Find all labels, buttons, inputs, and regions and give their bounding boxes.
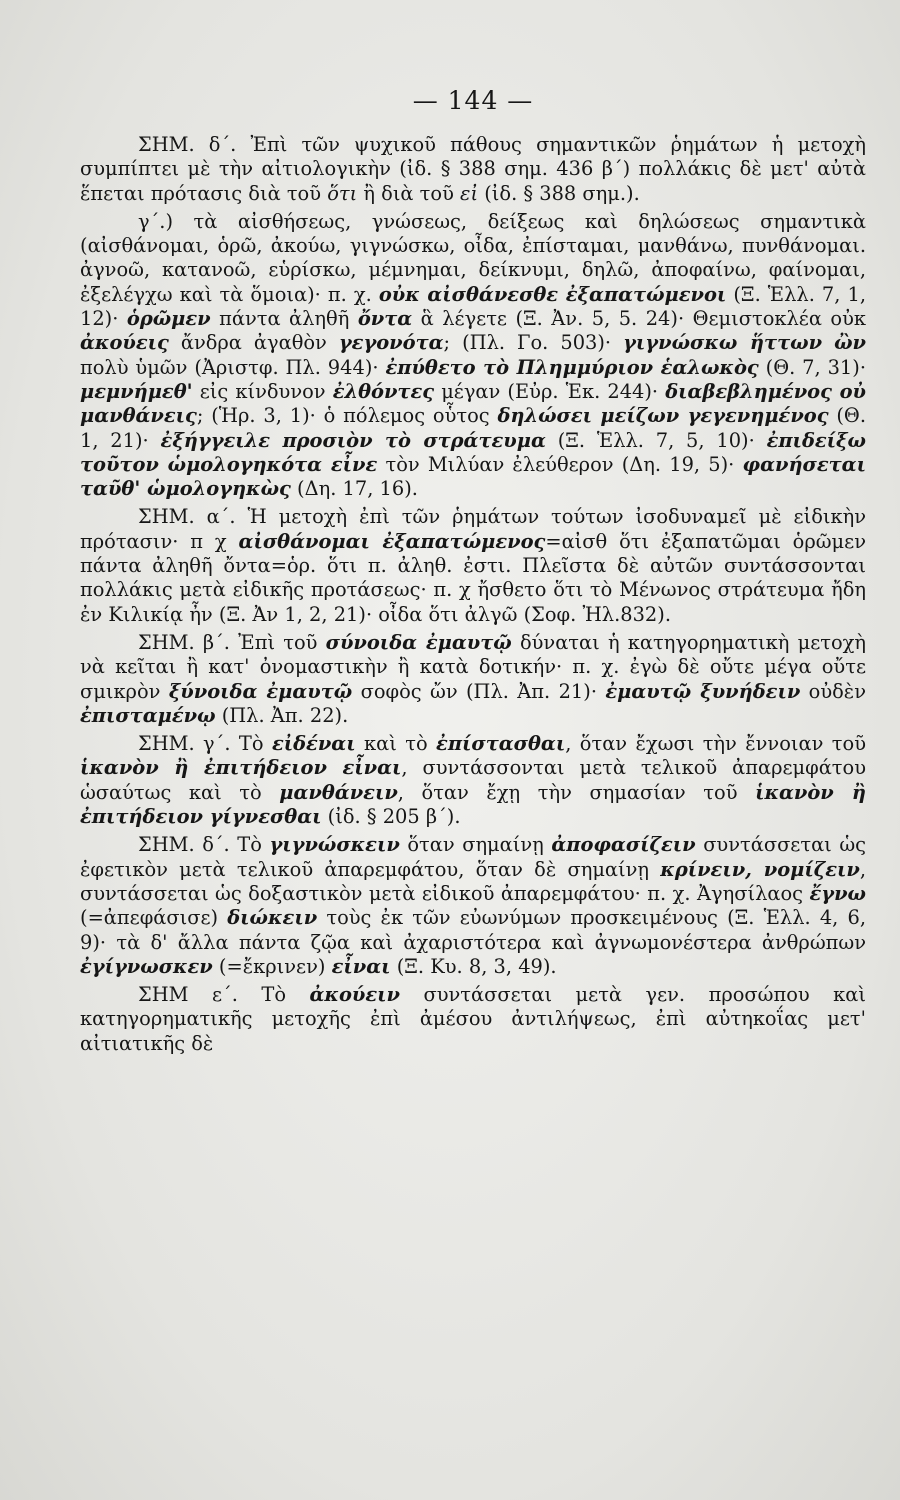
- text-run: (ἰδ. § 388 σημ.).: [478, 181, 640, 205]
- emphasis-run: οὐκ αἰσθάνεσθε ἐξαπατώμενοι: [378, 282, 727, 306]
- text-run: τὸν Μιλύαν ἐλεύθερον (Δη. 19, 5)·: [377, 452, 743, 476]
- emphasis-run: ἀποφασίζειν: [551, 833, 696, 857]
- text-run: (Πλ. Ἀπ. 22).: [215, 703, 349, 727]
- emphasis-run: εἶναι: [331, 954, 391, 978]
- text-run: (=ἔκρινεν): [212, 954, 332, 978]
- emphasis-run: φανήσεται ταῦθ' ὡμολογηκὼς: [80, 452, 866, 501]
- emphasis-run: μανθάνειν: [279, 780, 398, 804]
- text-run: , ὅταν ἔχῃ τὴν σημασίαν τοῦ: [397, 780, 756, 804]
- emphasis-run: ἱκανὸν ἢ ἐπιτήδειον εἶναι: [80, 756, 402, 780]
- emphasis-run: αἰσθάνομαι ἐξαπατώμενος: [238, 529, 546, 553]
- text-run: συντάσσεται ὡς ἐφετικὸν μετὰ τελικοῦ ἀπαρεμφάτου, ὅταν δὲ σημαίνῃ: [80, 833, 866, 881]
- emphasis-run: ἔγνω: [809, 881, 866, 905]
- text-run: , ὅταν ἔχωσι τὴν ἔννοιαν τοῦ: [565, 732, 866, 756]
- text-run: γ΄.) τὰ αἰσθήσεως, γνώσεως, δείξεως καὶ δηλώσεως σημαντικὰ (αἰσθάνομαι, ὁρῶ, ἀκούω, γιγνώσκω, οἶδα, ἐπίσταμαι, μανθάνω, πυνθάνομαι. ἀγνοῶ, κατανοῶ, εὑρίσκω, μέμνημαι, δείκνυμι, δηλῶ, ἀποφαίνω, φαίνομαι, ἐξελέγχω καὶ τὰ ὅμοια)· π. χ.: [80, 209, 866, 306]
- text-run: καὶ τὸ: [355, 732, 437, 756]
- emphasis-run: ἐπιδείξω τοῦτον ὡμολογηκότα εἶνε: [80, 428, 866, 476]
- emphasis-run: δηλώσει μείζων γεγενημένος: [497, 404, 829, 428]
- text-run: ; (Ἡρ. 3, 1)· ὁ πόλεμος οὗτος: [196, 404, 498, 428]
- emphasis-run: ἐπισταμένῳ: [80, 703, 216, 727]
- emphasis-run: διώκειν: [227, 906, 318, 930]
- text-run: ὅταν σημαίνῃ: [399, 833, 552, 857]
- text-run: (ἰδ. § 205 β΄).: [321, 805, 461, 829]
- page-text: [80, 133, 866, 1056]
- emphasis-run: γιγνώσκω ἥττων: [623, 331, 823, 355]
- emphasis-run: γιγνώσκειν: [269, 833, 400, 857]
- text-run: δύναται ἡ κατηγορηματικὴ μετοχὴ νὰ κεῖται ἢ κατ' ὀνομαστικὴν ἢ κατὰ δοτικήν· π. χ. ἐγὼ δὲ οὔτε μέγα οὔτε σμικρὸν: [80, 630, 867, 703]
- text-run: (Ξ. Κυ. 8, 3, 49).: [390, 954, 557, 978]
- text-run: =αἰσθ ὅτι ἐξαπατῶμαι ὁρῶμεν πάντα ἀληθῆ ὄντα=ὁρ. ὅτι π. ἀληθ. ἐστι. Πλεῖστα δὲ αὐτῶν συντάσσονται πολλάκις μετὰ εἰδικῆς προτάσεως· π. χ ἤσθετο ὅτι τὸ Μένωνος στράτευμα ἤδη ἐν Κιλικίᾳ ἦν (Ξ. Ἀν 1, 2, 21)· οἶδα ὅτι ἀλγῶ (Σοφ. Ἠλ.832).: [80, 529, 866, 626]
- text-run: (Δη. 17, 16).: [290, 477, 418, 501]
- paragraph-p3: [80, 505, 866, 626]
- emphasis-run: εἰδέναι: [271, 732, 356, 756]
- paragraph-p2: [80, 210, 866, 502]
- emphasis-run: ἐπύθετο τὸ Πλημμύριον ἑαλωκὸς: [385, 355, 759, 379]
- text-run: συντάσσεται μετὰ γεν. προσώπου καὶ κατηγορηματικῆς μετοχῆς ἐπὶ ἀμέσου ἀντιλήψεως, ἐπὶ αὐτηκοΐας μετ' αἰτιατικῆς δὲ: [80, 983, 866, 1055]
- text-run: ΣΗΜ. α΄.: [138, 505, 248, 529]
- text-run: (Θ. 1, 21)·: [80, 404, 866, 452]
- text-run: ΣΗΜ. γ΄.: [138, 732, 239, 756]
- paragraph-p6: [80, 833, 866, 979]
- text-run: μέγαν (Εὐρ. Ἑκ. 244)·: [434, 379, 666, 403]
- emphasis-run: ἀκούειν: [309, 983, 400, 1007]
- text-run: οὐδὲν: [800, 679, 866, 703]
- text-run: (Ξ. Ἑλλ. 7, 1, 12)·: [80, 282, 866, 331]
- text-run: Τὸ: [238, 732, 272, 756]
- text-run: , συντάσσονται μετὰ τελικοῦ ἀπαρεμφάτου ὡσαύτως καὶ τὸ: [80, 756, 866, 804]
- text-run: Ἐπὶ τοῦ: [238, 630, 326, 654]
- emphasis-run: ἱκανὸν ἢ ἐπιτήδειον γίγνεσθαι: [80, 780, 867, 829]
- emphasis-run: μεμνήμεθ': [80, 379, 193, 403]
- text-run: εἰς κίνδυνον: [192, 379, 333, 403]
- text-run: ; (Πλ. Γο. 503)·: [443, 331, 624, 355]
- paragraph-p7: [80, 983, 866, 1056]
- emphasis-run: κρίνειν, νομίζειν: [660, 857, 860, 881]
- text-run: (Θ. 7, 31)·: [758, 355, 866, 379]
- paragraph-p4: [80, 631, 866, 728]
- text-run: σοφὸς ὤν (Πλ. Ἀπ. 21)·: [352, 679, 606, 703]
- text-run: ὅτι: [327, 181, 358, 205]
- text-run: πάντα ἀληθῆ: [210, 307, 358, 331]
- emphasis-run: ἐλθόντες: [332, 379, 435, 403]
- text-run: (Ξ. Ἑλλ. 7, 5, 10)·: [545, 428, 767, 452]
- page-number: — 144 —: [412, 86, 534, 115]
- paragraph-p5: [80, 732, 866, 829]
- paragraph-p1: [80, 133, 866, 206]
- text-run: Ἐπὶ τῶν ψυχικοῦ πάθους σημαντικῶν ῥημάτων ἡ μετοχὴ συμπίπτει μὲ τὴν αἰτιολογικὴν (ἰδ. § 388 σημ. 436 β΄) πολλάκις δὲ μετ' αὐτὰ ἕπεται πρότασις διὰ τοῦ: [80, 133, 866, 205]
- text-run: ΣΗΜ ε΄.: [138, 983, 262, 1007]
- emphasis-run: ξύνοιδα ἐμαυτῷ: [168, 679, 353, 703]
- emphasis-run: γεγονότα: [338, 331, 444, 355]
- text-run: τοὺς ἐκ τῶν εὐωνύμων προσκειμένους (Ξ. Ἑλλ. 4, 6, 9)· τὰ δ' ἄλλα πάντα ζῷα καὶ ἀχαριστότερα καὶ ἀγνωμονέστερα ἀνθρώπων: [80, 906, 867, 954]
- emphasis-run: ἐξήγγειλε προσιὸν τὸ στράτευμα: [160, 428, 546, 452]
- text-run: ἢ διὰ τοῦ: [357, 181, 461, 205]
- emphasis-run: ὢν: [834, 331, 866, 355]
- emphasis-run: ὁρῶμεν: [126, 307, 211, 331]
- text-run: (=ἀπεφάσισε): [80, 906, 228, 930]
- text-run: Ἡ μετοχὴ ἐπὶ τῶν ῥημάτων τούτων ἰσοδυναμεῖ μὲ εἰδικὴν πρότασιν· π χ: [80, 505, 867, 553]
- text-run: ἄνδρα ἀγαθὸν: [168, 331, 339, 355]
- emphasis-run: ὄντα: [357, 307, 413, 331]
- text-run: ἃ λέγετε (Ξ. Ἀν. 5, 5. 24)· Θεμιστοκλέα οὐκ: [412, 307, 866, 331]
- text-run: πολὺ ὑμῶν (Ἀριστφ. Πλ. 944)·: [80, 355, 386, 379]
- emphasis-run: ἐμαυτῷ ξυνήδειν: [605, 679, 801, 703]
- text-run: Τὸ: [237, 833, 270, 857]
- text-run: ΣΗΜ. δ΄.: [138, 833, 238, 857]
- emphasis-run: ἐγίγνωσκεν: [80, 954, 213, 978]
- text-run: Τὸ: [261, 983, 310, 1007]
- emphasis-run: σύνοιδα ἐμαυτῷ: [325, 630, 512, 654]
- text-run: εἰ: [460, 181, 479, 205]
- text-run: , συντάσσεται ὡς δοξαστικὸν μετὰ εἰδικοῦ ἀπαρεμφάτου· π. χ. Ἀγησίλαος: [80, 857, 866, 905]
- text-run: ΣΗΜ. β΄.: [138, 630, 239, 654]
- emphasis-run: ἐπίστασθαι: [436, 732, 566, 756]
- text-run: [822, 331, 834, 354]
- emphasis-run: διαβεβλημένος οὐ μανθάνεις: [80, 379, 866, 428]
- emphasis-run: ἀκούεις: [80, 331, 169, 355]
- text-run: ΣΗΜ. δ΄.: [138, 133, 251, 156]
